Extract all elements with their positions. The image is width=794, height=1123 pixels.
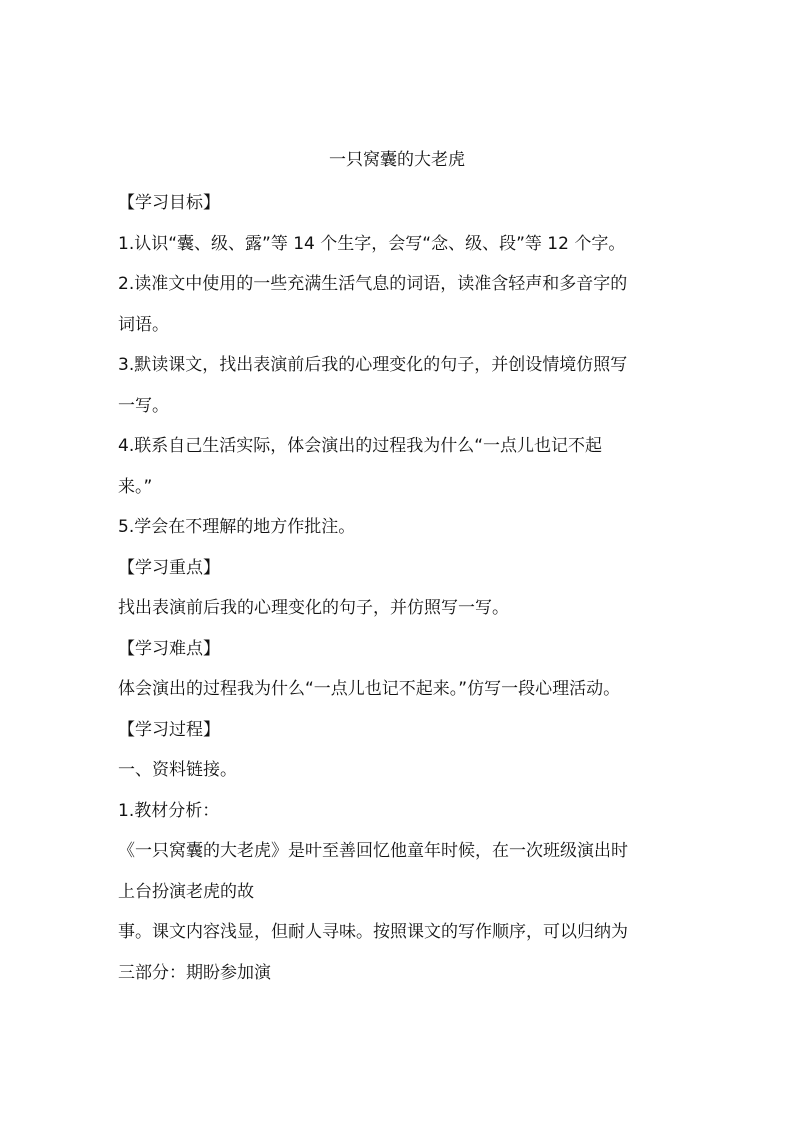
material-analysis-line-2: 上台扮演老虎的故 (118, 881, 254, 902)
process-item-1: 一、资料链接。 (118, 760, 237, 780)
material-analysis-heading: 1.教材分析： (118, 800, 220, 821)
key-point-text: 找出表演前后我的心理变化的句子，并仿照写一写。 (118, 598, 509, 618)
material-analysis-line-4: 三部分：期盼参加演 (118, 962, 271, 983)
difficulty-text: 体会演出的过程我为什么“一点儿也记不起来。”仿写一段心理活动。 (118, 679, 621, 699)
goal-line-1: 1.认识“囊、级、露”等 14 个生字，会写“念、级、段”等 12 个字。 (118, 233, 626, 254)
goal-line-2b: 词语。 (118, 314, 169, 335)
goal-line-4a: 4.联系自己生活实际，体会演出的过程我为什么“一点儿也记不起 (118, 436, 603, 456)
goal-line-3a: 3.默读课文，找出表演前后我的心理变化的句子，并创设情境仿照写 (118, 355, 628, 375)
material-analysis-line-3: 事。课文内容浅显，但耐人寻味。按照课文的写作顺序，可以归纳为 (118, 922, 628, 942)
section-heading-process: 【学习过程】 (118, 719, 220, 740)
document-body (118, 183, 688, 993)
goal-line-3b: 一写。 (118, 395, 169, 416)
goal-line-2a: 2.读准文中使用的一些充满生活气息的词语，读准含轻声和多音字的 (118, 274, 628, 294)
material-analysis-line-1: 《一只窝囊的大老虎》是叶至善回忆他童年时候，在一次班级演出时 (118, 841, 628, 861)
section-heading-difficulties: 【学习难点】 (118, 638, 220, 659)
section-heading-key-points: 【学习重点】 (118, 557, 220, 578)
goal-line-5: 5.学会在不理解的地方作批注。 (118, 517, 356, 537)
document-title: 一只窝囊的大老虎 (329, 150, 465, 170)
goal-line-4b: 来。” (118, 476, 153, 497)
section-heading-learning-goals: 【学习目标】 (118, 193, 220, 213)
